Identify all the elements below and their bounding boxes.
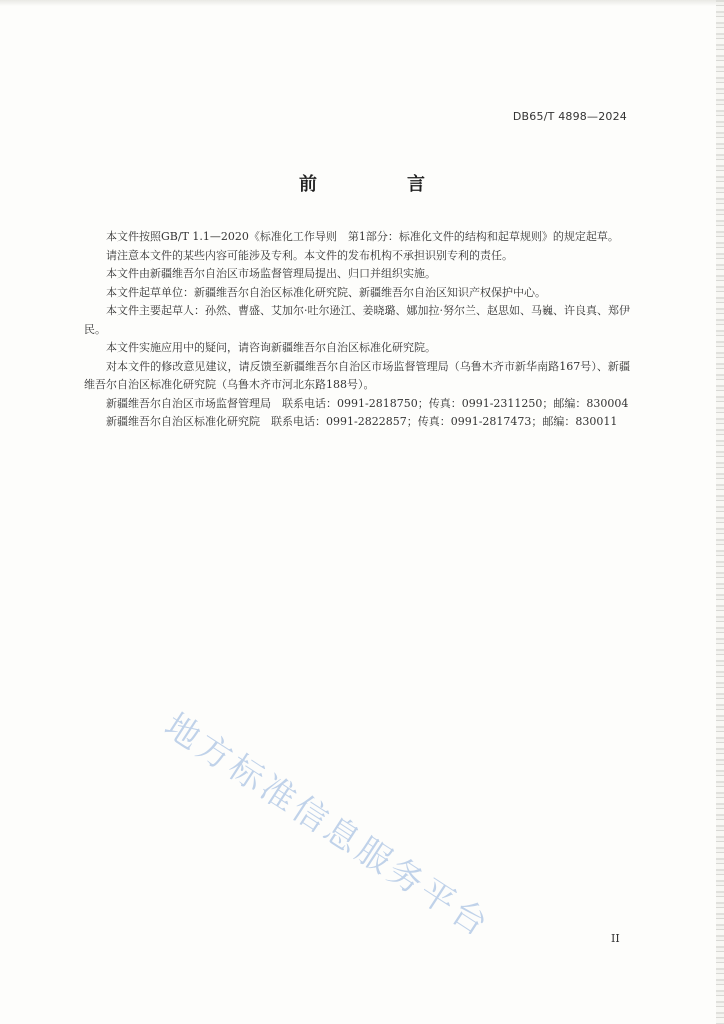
foreword-body	[84, 228, 630, 432]
watermark-text: 地方标准信息服务平台	[157, 705, 498, 947]
page-title: 前 言	[299, 174, 461, 195]
paragraph-contact-standards-institute: 新疆维吾尔自治区标准化研究院 联系电话：0991-2822857；传真：0991-2817473；邮编：830011	[106, 415, 618, 428]
paragraph-drafting-units: 本文件起草单位：新疆维吾尔自治区标准化研究院、新疆维吾尔自治区知识产权保护中心。	[106, 285, 546, 299]
paragraph-drafters: 本文件主要起草人：孙然、曹盛、艾加尔·吐尔逊江、姜晓璐、娜加拉·努尔兰、赵思如、马巍、许良真、郑伊民。	[84, 304, 630, 336]
scan-top-edge	[0, 0, 724, 6]
paragraph-feedback: 对本文件的修改意见建议，请反馈至新疆维吾尔自治区市场监督管理局（乌鲁木齐市新华南路167号）、新疆维吾尔自治区标准化研究院（乌鲁木齐市河北东路188号）。	[84, 359, 630, 391]
page-number: II	[611, 932, 620, 945]
paragraph-contact-market-bureau: 新疆维吾尔自治区市场监督管理局 联系电话：0991-2818750；传真：0991-2311250；邮编：830004	[106, 396, 629, 410]
paragraph-patent-notice: 请注意本文件的某些内容可能涉及专利。本文件的发布机构不承担识别专利的责任。	[106, 248, 513, 262]
scan-right-edge	[716, 0, 724, 1024]
paragraph-proposer: 本文件由新疆维吾尔自治区市场监督管理局提出、归口并组织实施。	[106, 267, 436, 280]
paragraph-inquiry: 本文件实施应用中的疑问，请咨询新疆维吾尔自治区标准化研究院。	[106, 341, 436, 354]
paragraph-drafting-rules: 本文件按照GB/T 1.1—2020《标准化工作导则 第1部分：标准化文件的结构和起草规则》的规定起草。	[106, 230, 619, 243]
document-code: DB65/T 4898—2024	[512, 110, 627, 123]
